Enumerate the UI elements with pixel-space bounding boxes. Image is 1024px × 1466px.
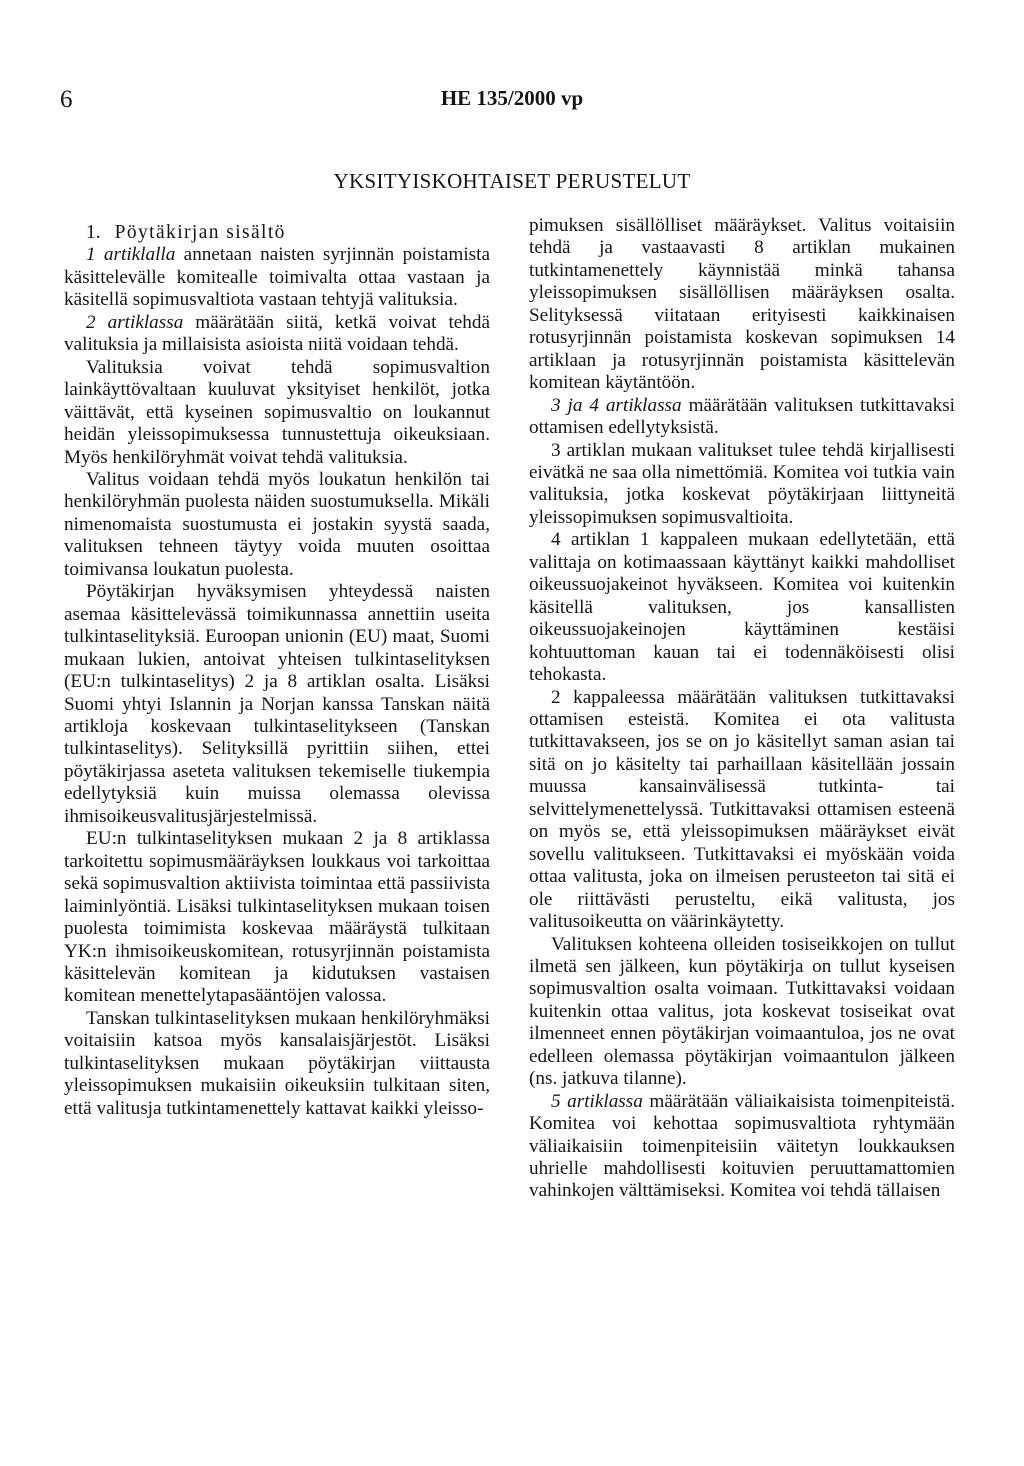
paragraph: Tanskan tulkintaselityksen mukaan henkilöryhmäksi voitaisiin katsoa myös kansalaisjärjestöt. Lisäksi tulkintaselityksen mukaan pöytäkirjan viittausta yleissopimuksen mukaisiin oikeuksiin tulkitaan siten, että valitusja tutkintamenettely kattavat kaikki yleisso- xyxy=(64,1007,490,1119)
paragraph: 4 artiklan 1 kappaleen mukaan edellytetään, että valittaja on kotimaassaan käyttänyt kaikki mahdolliset oikeussuojakeinot hyväkseen. Komitea voi kuitenkin käsitellä valituksen, jos kansallisten oikeussuojakeinojen käyttäminen kestäisi kohtuuttoman kauan tai ei todennäköisesti olisi tehokasta. xyxy=(529,529,955,686)
section-heading xyxy=(64,222,490,244)
paragraph-article-2 xyxy=(64,312,490,357)
paragraph-lead: 5 artiklassa xyxy=(551,1090,643,1112)
paragraph-text: määrätään siitä, ketkä voivat tehdä valituksia ja millaisista asioista niitä voidaan tehdä. xyxy=(64,311,490,356)
section-title: YKSITYISKOHTAISET PERUSTELUT xyxy=(333,169,691,193)
right-column xyxy=(529,215,955,1203)
paragraph-text: määrätään väliaikaisista toimenpiteistä. Komitea voi kehottaa sopimusvaltiota ryhtymään väliaikaisiin toimenpiteisiin väitetyn loukkauksen uhrielle mahdollisesti koituvien peruuttamattomien vahinkojen välttämiseksi. Komitea voi tehdä tällaisen xyxy=(529,1090,955,1202)
paragraph: Pöytäkirjan hyväksymisen yhteydessä naisten asemaa käsittelevässä toimikunnassa annettiin useita tulkintaselityksiä. Euroopan unionin (EU) maat, Suomi mukaan lukien, antoivat yhteisen tulkintaselityksen (EU:n tulkintaselitys) 2 ja 8 artiklan osalta. Lisäksi Suomi yhtyi Islannin ja Norjan kanssa Tanskan näitä artikloja koskevaan tulkintaselitykseen (Tanskan tulkintaselitys). Selityksillä pyrittiin siihen, ettei pöytäkirjassa aseteta valituksen tekemiselle tiukempia edellytyksiä kuin muissa olemassa olevissa ihmisoikeusvalitusjärjestelmissä. xyxy=(64,581,490,827)
paragraph-lead: 3 ja 4 artiklassa xyxy=(551,394,682,416)
heading-text: Pöytäkirjan sisältö xyxy=(114,222,286,243)
paragraph-article-5 xyxy=(529,1091,955,1203)
paragraph-continuation: pimuksen sisällölliset määräykset. Valitus voitaisiin tehdä ja vastaavasti 8 artiklan mukainen tutkintamenettely käynnistää minkä tahansa yleissopimuksen sisällöllisen määräyksen osalta. Selityksessä viitataan erityisesti kaikkinaisen rotusyrjinnän poistamista koskevan sopimuksen 14 artiklaan ja rotusyrjinnän poistamista käsittelevän komitean käytäntöön. xyxy=(529,215,955,394)
document-id-header: HE 135/2000 vp xyxy=(440,86,584,110)
paragraph-article-1 xyxy=(64,244,490,311)
paragraph: 3 artiklan mukaan valitukset tulee tehdä kirjallisesti eivätkä ne saa olla nimettömiä. Komitea voi tutkia vain valituksia, jotka koskevat pöytäkirjaan liittyneitä yleissopimuksen sopimusvaltioita. xyxy=(529,439,955,528)
paragraph: Valitus voidaan tehdä myös loukatun henkilön tai henkilöryhmän puolesta näiden suostumuksella. Mikäli nimenomaista suostumusta ei jostakin syystä saada, valituksen tehneen täytyy voida muuten osoittaa toimivansa loukatun puolesta. xyxy=(64,468,490,580)
paragraph: Valituksen kohteena olleiden tosiseikkojen on tullut ilmetä sen jälkeen, kun pöytäkirja on tullut kyseisen sopimusvaltion osalta voimaan. Tutkittavaksi voidaan kuitenkin ottaa valitus, jota koskevat tosiseikat ovat ilmenneet ennen pöytäkirjan voimaantuloa, jos ne ovat edelleen olemassa pöytäkirjan voimaantulon jälkeen (ns. jatkuva tilanne). xyxy=(529,933,955,1090)
heading-number: 1. xyxy=(86,222,101,243)
paragraph: Valituksia voivat tehdä sopimusvaltion lainkäyttövaltaan kuuluvat yksityiset henkilöt, jotka väittävät, että kyseinen sopimusvaltio on loukannut heidän yleissopimuksessa tunnustettuja oikeuksiaan. Myös henkilöryhmät voivat tehdä valituksia. xyxy=(64,356,490,468)
left-column xyxy=(64,222,490,1120)
paragraph-lead: 2 artiklassa xyxy=(86,311,184,333)
page-number: 6 xyxy=(60,86,73,113)
paragraph-lead: 1 artiklalla xyxy=(86,244,176,266)
paragraph-text: määrätään valituksen tutkittavaksi ottamisen edellytyksistä. xyxy=(529,394,955,439)
paragraph: 2 kappaleessa määrätään valituksen tutkittavaksi ottamisen esteistä. Komitea ei ota valitusta tutkittavakseen, jos se on jo käsitellyt saman asian tai sitä on jo käsitelty tai parhaillaan käsitellään jossain muussa kansainvälisessä tutkinta- tai selvittelymenettelyssä. Tutkittavaksi ottamisen esteenä on myös se, että yleissopimuksen määräykset eivät sovellu valitukseen. Tutkittavaksi ei myöskään voida ottaa valitusta, joka on ilmeisen perusteeton tai sitä ei ole riittävästi perusteltu, eikä valitusta, jos valitusoikeutta on väärinkäytetty. xyxy=(529,686,955,933)
paragraph-text: annetaan naisten syrjinnän poistamista käsittelevälle komitealle toimivalta ottaa vastaan ja käsitellä sopimusvaltiota vastaan tehtyjä valituksia. xyxy=(64,244,490,311)
paragraph: EU:n tulkintaselityksen mukaan 2 ja 8 artiklassa tarkoitettu sopimusmääräyksen loukkaus voi tarkoittaa sekä sopimusvaltion aktiivista toimintaa että passiivista laiminlyöntiä. Lisäksi tulkintaselityksen mukaan toisen puolesta toimimista koskevaa määräystä tulkitaan YK:n ihmisoikeuskomitean, rotusyrjinnän poistamista käsittelevän komitean ja kidutuksen vastaisen komitean menettelytapasääntöjen valossa. xyxy=(64,828,490,1007)
paragraph-article-3-4 xyxy=(529,395,955,440)
